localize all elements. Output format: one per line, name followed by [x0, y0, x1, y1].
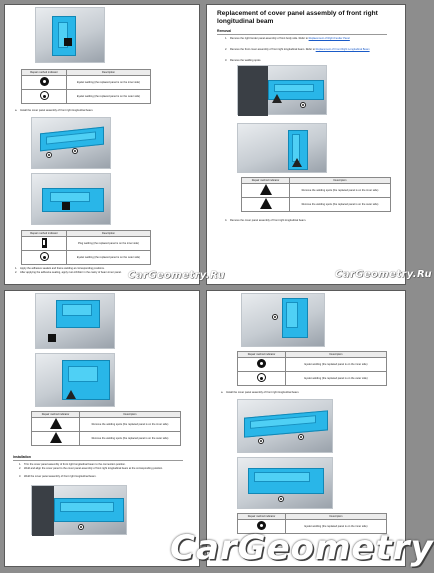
- watermark-small-p1: CarGeometry.Ru: [128, 270, 226, 281]
- remove-weld-spot-icon: [50, 418, 62, 429]
- figure-beam-top: [35, 7, 105, 63]
- page-title: Replacement of cover panel assembly of front right longitudinal beam: [217, 10, 378, 25]
- col-description: Description: [67, 70, 151, 76]
- step-install: a. Install the cover panel assembly of front right longitudinal beam.: [221, 391, 300, 394]
- desc-remove-inner: Remove the welding spots (the replaced panel is on the inner side): [290, 184, 391, 198]
- desc-eyelet-inner: Eyelet welding (the replaced panel is on the inner side): [286, 520, 387, 534]
- remove-weld-spot-icon: [260, 198, 272, 209]
- link-longitudinal-beam[interactable]: Replacement of Front Right Longitudinal Beam: [315, 48, 370, 51]
- repair-method-table-2: [21, 230, 151, 265]
- blue-beam-face: [286, 302, 298, 328]
- weld-marker: [46, 152, 52, 158]
- section-installation: Installation: [13, 455, 183, 460]
- col-description: Description: [67, 231, 151, 237]
- desc-eyelet-outer: Eyelet welding (the replaced panel is on the outer side): [67, 251, 151, 265]
- engine-area: [238, 66, 268, 116]
- figure-removal-mid: [237, 123, 327, 173]
- figure-beam-lower: [31, 173, 111, 225]
- blue-beam-face: [68, 366, 98, 382]
- weld-spot-marker: [66, 390, 76, 399]
- desc-eyelet-outer: Eyelet welding (the replaced panel is on the outer side): [286, 372, 387, 386]
- col-description: Description: [80, 412, 181, 418]
- desc-plug-inner: Plug welding (the replaced panel is on the inner side): [67, 237, 151, 251]
- weld-marker: [72, 148, 78, 154]
- col-description: Description: [290, 178, 391, 184]
- step-1: 1. Apply the adhesive sealant and frame welding at corresponding positions.: [15, 267, 105, 270]
- step-3: 3. Remove the welding spots.: [225, 59, 262, 62]
- marker-square: [62, 202, 70, 210]
- repair-method-table-3: [241, 177, 391, 212]
- step-1: 1. Remove the right fender panel assembly of front body side. Refer to Replacement of Right Fender Panel: [225, 37, 350, 40]
- plug-weld-icon: [42, 238, 47, 248]
- marker-square: [64, 38, 72, 46]
- col-indicator: Repair method indicator: [242, 178, 290, 184]
- desc-remove-inner: Remove the welding spots (the replaced panel is on the inner side): [80, 418, 181, 432]
- eyelet-weld-inner-icon: [40, 77, 49, 86]
- col-description: Description: [286, 514, 387, 520]
- step-4: 4. Remove the cover panel assembly of front right longitudinal beam.: [225, 219, 307, 222]
- figure-beam-mid: [31, 117, 111, 169]
- weld-marker: [258, 438, 264, 444]
- repair-method-table-5: [237, 351, 387, 386]
- step-2: 2. After applying the adhesive sealing, apply rust-inhibitor in the cavity of beam inner panel.: [15, 271, 122, 274]
- col-indicator: Repair method indicator: [22, 231, 67, 237]
- weld-marker: [300, 102, 306, 108]
- blue-beam-face: [60, 502, 114, 512]
- manual-page-2: [206, 4, 433, 285]
- watermark-large: CarGeometry: [170, 528, 434, 568]
- figure-weld-bottom: [237, 457, 333, 509]
- eyelet-weld-outer-icon: [40, 91, 49, 100]
- col-indicator: Repair method indicator: [238, 514, 286, 520]
- blue-beam-face: [50, 192, 90, 202]
- manual-page-4: [206, 290, 406, 567]
- step-2: 2. Remove the front cover assembly of front right longitudinal beam. Refer to Replacement of Front Right Longitudinal Beam: [225, 48, 370, 51]
- col-indicator: Repair method indicator: [22, 70, 67, 76]
- section-removal: Removal: [217, 29, 387, 34]
- watermark-small: CarGeometry.Ru: [335, 269, 433, 280]
- figure-install-mid: [35, 353, 115, 407]
- remove-weld-spot-icon: [260, 184, 272, 195]
- remove-weld-spot-icon: [50, 432, 62, 443]
- figure-removal-top: [237, 65, 327, 115]
- desc-eyelet-outer: Eyelet welding (the replaced panel is on the outer side): [67, 90, 151, 104]
- desc-remove-outer: Remove the welding spots (the replaced panel is on the outer side): [80, 432, 181, 446]
- eyelet-weld-outer-icon: [40, 252, 49, 261]
- repair-method-table-4: [31, 411, 181, 446]
- col-indicator: Repair method indicator: [32, 412, 80, 418]
- weld-marker: [272, 314, 278, 320]
- col-description: Description: [286, 352, 387, 358]
- engine-area: [32, 486, 54, 536]
- blue-beam-face: [254, 472, 310, 482]
- step-2: 2. Weld and align the cover panel to the cover panel assembly of front right longitudinal beam at the corresponding position.: [19, 467, 163, 470]
- weld-spot-marker: [272, 94, 282, 103]
- figure-weld-mid: [237, 399, 333, 453]
- figure-install-bottom: [31, 485, 127, 535]
- link-fender-panel[interactable]: Replacement of Right Fender Panel: [308, 37, 350, 40]
- manual-page-3: [4, 290, 200, 567]
- eyelet-weld-outer-icon: [257, 373, 266, 382]
- step-3: 3. Weld the cover panel assembly of front right longitudinal beam.: [19, 475, 97, 478]
- col-indicator: Repair method indicator: [238, 352, 286, 358]
- repair-method-table-1: [21, 69, 151, 104]
- step-1: 1. Trim the cover panel assembly of front right longitudinal beam to the connection position.: [19, 463, 126, 466]
- weld-spot-marker: [292, 158, 302, 167]
- figure-install-top: [35, 293, 115, 349]
- marker-square: [48, 334, 56, 342]
- weld-marker: [78, 524, 84, 530]
- blue-beam-face: [274, 84, 314, 92]
- blue-beam-face: [62, 304, 92, 316]
- desc-eyelet-inner: Eyelet welding (the replaced panel is on the inner side): [67, 76, 151, 90]
- desc-remove-outer: Remove the welding spots (the replaced panel is on the outer side): [290, 198, 391, 212]
- manual-page-1: [4, 4, 200, 285]
- eyelet-weld-inner-icon: [257, 359, 266, 368]
- figure-weld-top: [241, 293, 325, 347]
- weld-marker: [278, 496, 284, 502]
- desc-eyelet-inner: Eyelet welding (the replaced panel is on the inner side): [286, 358, 387, 372]
- step-install: a. Install the cover panel assembly of front right longitudinal beam.: [15, 109, 94, 112]
- weld-marker: [298, 434, 304, 440]
